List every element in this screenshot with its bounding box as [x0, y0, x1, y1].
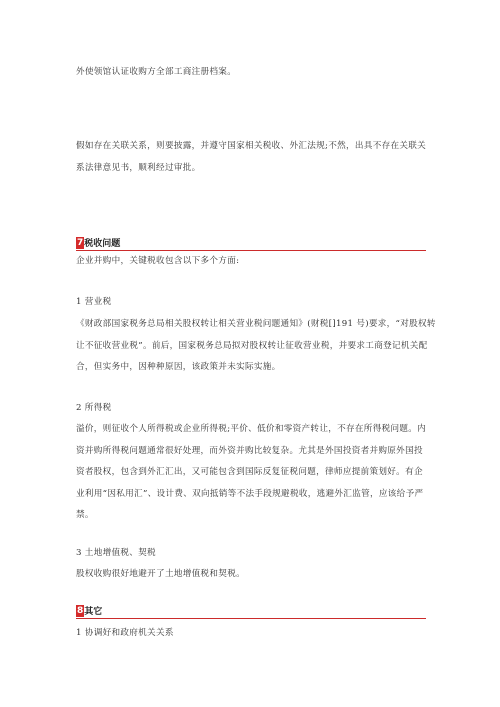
subheading-land-tax [76, 543, 426, 565]
paragraph-tax-intro [76, 251, 426, 273]
paragraph-related-party [76, 136, 426, 179]
text-line: 业利用“因私用汇”、设计费、双向抵销等不法手段规避税收，逃避外汇监管，应该给予严 [76, 488, 424, 499]
text-line: 系法律意见书，顺利经过审批。 [76, 162, 201, 173]
section-title: 税收问题 [84, 239, 121, 249]
text-line: 假如存在关联关系，则要披露，并遵守国家相关税收、外汇法规;不然，出具不存在关联关 [76, 141, 427, 151]
section-title: 其它 [84, 607, 103, 617]
section-number-badge: 8 [77, 605, 84, 616]
paragraph-income-tax [76, 419, 426, 527]
text-line: 《财政部国家税务总局相关股权转让相关营业税问题通知》(财税[]191 号)要求，“对股权转 [76, 319, 436, 329]
text-line: 3 土地增值税、契税 [76, 548, 156, 558]
paragraph-business-tax [76, 314, 436, 379]
text-line: 1 营业税 [76, 297, 112, 307]
text-line: 溢价，则征收个人所得税或企业所得税;平价、低价和零资产转让，不存在所得税问题。内 [76, 424, 427, 434]
text-line: 禁。 [76, 510, 94, 520]
text-line: 让不征收营业税”。前后，国家税务总局拟对股权转让征收营业税，并要求工商登记机关配 [76, 340, 428, 351]
text-line: 资并购所得税问题通常很好处理，而外资并购比较复杂。尤其是外国投资者并购原外国投 [76, 445, 423, 456]
subheading-business-tax [76, 292, 426, 314]
text-line: 股权收购很好地避开了土地增值税和契税。 [76, 569, 245, 579]
subheading-income-tax [76, 398, 426, 420]
text-line: 合，但实务中，因种种原因，该政策并未实际实施。 [76, 362, 281, 372]
text-line: 企业并购中，关键税收包含以下多个方面: [76, 256, 240, 266]
text-line: 2 所得税 [76, 403, 112, 413]
section-number-badge: 7 [77, 237, 84, 248]
subheading-government-relations [76, 623, 426, 645]
text-line: 外使领馆认证收购方全部工商注册档案。 [76, 67, 237, 77]
section-heading-8 [76, 600, 426, 619]
text-line: 资者股权，包含到外汇汇出，又可能包含到国际反复征税问题，律师应提前策划好。有企 [76, 467, 423, 477]
paragraph-registration-archives [76, 62, 426, 84]
text-line: 1 协调好和政府机关关系 [76, 628, 174, 638]
section-heading-7 [76, 232, 426, 251]
paragraph-land-tax [76, 564, 426, 586]
